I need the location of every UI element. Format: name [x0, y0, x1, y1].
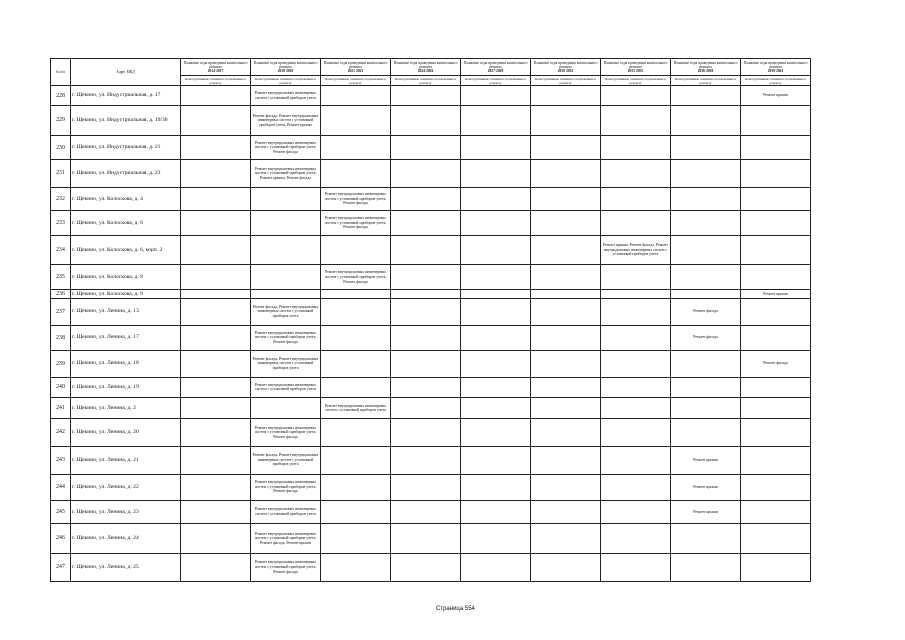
address-header: Адрес МКД	[71, 59, 181, 86]
table-row	[51, 419, 811, 446]
repair-work-cell	[321, 524, 391, 553]
repair-work-cell	[251, 265, 321, 290]
repair-work-cell	[461, 553, 531, 581]
elements-subheader: Конструктивные элементы, подлежащие к ремонту	[461, 76, 531, 86]
period-header	[181, 59, 251, 76]
repair-work-cell	[321, 446, 391, 474]
row-number: 241	[51, 397, 71, 418]
table-row	[51, 446, 811, 474]
repair-work-cell	[741, 236, 811, 265]
repair-work-cell: Ремонт крыши	[741, 290, 811, 299]
repair-work-cell: Ремонт внутридомовых инженерных систем с установкой приборов учета, Ремонт фасада	[251, 325, 321, 350]
repair-work-cell: Ремонт внутридомовых инженерных систем с установкой приборов учета, Ремонт фасада	[321, 265, 391, 290]
repair-work-cell	[671, 106, 741, 135]
row-address: г. Щекино, ул. Ленина, д. 20	[71, 419, 181, 446]
row-address: г. Щекино, ул. Ленина, д. 22	[71, 474, 181, 500]
row-number: 229	[51, 106, 71, 135]
repair-work-cell	[671, 86, 741, 106]
repair-work-cell	[741, 135, 811, 160]
repair-work-cell	[181, 500, 251, 524]
table-row	[51, 160, 811, 187]
repair-work-cell	[671, 265, 741, 290]
period-years: 2027-2029	[487, 69, 504, 74]
repair-work-cell	[461, 86, 531, 106]
row-number: 246	[51, 524, 71, 553]
period-header	[601, 59, 671, 76]
row-address: г. Щекино, ул. Ленина, д. 19	[71, 377, 181, 397]
repair-work-cell	[671, 524, 741, 553]
repair-work-cell	[391, 350, 461, 377]
repair-work-cell	[391, 474, 461, 500]
repair-work-cell	[321, 325, 391, 350]
repair-work-cell	[671, 290, 741, 299]
row-address: г. Щекино, ул. Ленина, д. 2	[71, 397, 181, 418]
period-title: Плановые годы проведения капитального ремонта	[743, 60, 808, 69]
repair-work-cell	[321, 350, 391, 377]
table-row	[51, 377, 811, 397]
repair-work-cell	[601, 106, 671, 135]
table-row	[51, 135, 811, 160]
repair-work-cell	[461, 446, 531, 474]
row-address: г. Щекино, ул. Колоскова, д. 8	[71, 265, 181, 290]
row-number: 238	[51, 325, 71, 350]
repair-work-cell	[601, 419, 671, 446]
repair-work-cell	[181, 377, 251, 397]
row-number: 245	[51, 500, 71, 524]
repair-work-cell	[741, 397, 811, 418]
repair-work-cell	[181, 265, 251, 290]
repair-work-cell	[741, 325, 811, 350]
repair-work-cell	[531, 298, 601, 325]
period-title: Плановые годы проведения капитального ремонта	[533, 60, 598, 69]
table-row	[51, 265, 811, 290]
repair-work-cell	[461, 500, 531, 524]
row-number: 232	[51, 187, 71, 211]
repair-work-cell	[181, 86, 251, 106]
repair-work-cell	[531, 419, 601, 446]
repair-work-cell: Ремонт внутридомовых инженерных систем с установкой приборов учета, Ремонт фасада	[321, 211, 391, 236]
period-header	[461, 59, 531, 76]
repair-work-cell	[461, 187, 531, 211]
repair-work-cell	[601, 298, 671, 325]
repair-work-cell	[601, 325, 671, 350]
row-number: 243	[51, 446, 71, 474]
repair-work-cell	[391, 377, 461, 397]
repair-work-cell	[531, 553, 601, 581]
table-row	[51, 397, 811, 418]
repair-work-cell	[391, 86, 461, 106]
repair-work-cell	[601, 290, 671, 299]
repair-work-cell	[391, 298, 461, 325]
table-row	[51, 86, 811, 106]
repair-work-cell	[251, 236, 321, 265]
period-years: 2033-2035	[627, 69, 644, 74]
elements-subheader: Конструктивные элементы, подлежащие к ремонту	[741, 76, 811, 86]
period-header	[671, 59, 741, 76]
repair-work-cell	[461, 474, 531, 500]
repair-work-cell	[741, 553, 811, 581]
row-address: г. Щекино, ул. Колоскова, д. 4	[71, 187, 181, 211]
repair-work-cell	[741, 474, 811, 500]
row-address: г. Щекино, ул. Ленина, д. 25	[71, 553, 181, 581]
period-years: 2014-2017	[207, 69, 224, 74]
repair-work-cell	[531, 265, 601, 290]
period-header	[251, 59, 321, 76]
repair-work-cell	[531, 474, 601, 500]
row-address: г. Щекино, ул. Индустриальная, д. 23	[71, 160, 181, 187]
repair-work-cell	[671, 236, 741, 265]
repair-work-cell	[391, 106, 461, 135]
repair-work-cell	[601, 265, 671, 290]
repair-work-cell	[321, 298, 391, 325]
elements-subheader: Конструктивные элементы, подлежащие к ремонту	[391, 76, 461, 86]
repair-work-cell	[461, 350, 531, 377]
table-row	[51, 474, 811, 500]
repair-work-cell	[461, 160, 531, 187]
repair-work-cell	[181, 187, 251, 211]
repair-work-cell: Ремонт фасада, Ремонт внутридомовых инженерных систем с установкой приборов учета	[251, 350, 321, 377]
period-header	[391, 59, 461, 76]
repair-work-cell	[741, 160, 811, 187]
repair-work-cell: Ремонт внутридомовых инженерных систем с установкой приборов учета	[251, 500, 321, 524]
period-years: 2036-2038	[697, 69, 714, 74]
row-address: г. Щекино, ул. Ленина, д. 17	[71, 325, 181, 350]
repair-work-cell	[531, 160, 601, 187]
repair-work-cell	[391, 211, 461, 236]
period-years: 2021-2023	[347, 69, 364, 74]
repair-work-cell	[601, 524, 671, 553]
repair-work-cell	[601, 135, 671, 160]
repair-work-cell	[601, 500, 671, 524]
repair-work-cell: Ремонт фасада	[741, 350, 811, 377]
repair-work-cell	[251, 211, 321, 236]
repair-work-cell	[531, 500, 601, 524]
repair-work-cell	[741, 106, 811, 135]
period-title: Плановые годы проведения капитального ремонта	[393, 60, 458, 69]
header-row	[51, 59, 811, 76]
repair-work-cell	[321, 86, 391, 106]
row-number: 235	[51, 265, 71, 290]
row-number: 242	[51, 419, 71, 446]
repair-work-cell	[671, 160, 741, 187]
repair-work-cell	[321, 160, 391, 187]
repair-work-cell	[671, 377, 741, 397]
repair-work-cell	[531, 397, 601, 418]
repair-work-cell	[741, 265, 811, 290]
repair-work-cell	[741, 187, 811, 211]
repair-work-cell	[531, 377, 601, 397]
row-address: г. Щекино, ул. Индустриальная, д. 17	[71, 86, 181, 106]
elements-subheader: Конструктивные элементы, подлежащие к ремонту	[531, 76, 601, 86]
table-row	[51, 553, 811, 581]
row-number: 247	[51, 553, 71, 581]
row-address: г. Щекино, ул. Ленина, д. 21	[71, 446, 181, 474]
elements-subheader: Конструктивные элементы, подлежащие к ремонту	[251, 76, 321, 86]
row-number: 239	[51, 350, 71, 377]
repair-work-cell	[601, 397, 671, 418]
repair-work-cell	[181, 325, 251, 350]
repair-work-cell	[671, 350, 741, 377]
repair-work-cell	[461, 106, 531, 135]
period-title: Плановые годы проведения капитального ремонта	[253, 60, 318, 69]
row-address: г. Щекино, ул. Ленина, д. 18	[71, 350, 181, 377]
repair-work-cell	[531, 86, 601, 106]
page-number: Страница 554	[436, 606, 475, 612]
repair-work-cell	[741, 298, 811, 325]
repair-work-cell	[251, 397, 321, 418]
repair-work-cell	[461, 236, 531, 265]
row-address: г. Щекино, ул. Индустриальная, д. 19/30	[71, 106, 181, 135]
period-title: Плановые годы проведения капитального ремонта	[603, 60, 668, 69]
repair-work-cell	[601, 187, 671, 211]
repair-work-cell	[461, 377, 531, 397]
elements-subheader: Конструктивные элементы, подлежащие к ремонту	[671, 76, 741, 86]
row-address: г. Щекино, ул. Колоскова, д. 6, корп. 2	[71, 236, 181, 265]
table-row	[51, 298, 811, 325]
row-number: 236	[51, 290, 71, 299]
elements-subheader: Конструктивные элементы, подлежащие к ремонту	[181, 76, 251, 86]
repair-work-cell	[391, 500, 461, 524]
repair-work-cell	[461, 325, 531, 350]
repair-work-cell	[601, 474, 671, 500]
repair-work-cell	[391, 290, 461, 299]
repair-work-cell: Ремонт внутридомовых инженерных систем с установкой приборов учета	[251, 377, 321, 397]
repair-work-cell	[321, 500, 391, 524]
repair-work-cell	[741, 211, 811, 236]
repair-work-cell	[461, 524, 531, 553]
repair-work-cell	[601, 377, 671, 397]
repair-work-cell	[181, 290, 251, 299]
repair-work-cell	[321, 553, 391, 581]
repair-work-cell: Ремонт крыши, Ремонт фасада, Ремонт внутридомовых инженерных систем с установкой приборов учета	[601, 236, 671, 265]
repair-work-cell	[181, 419, 251, 446]
period-title: Плановые годы проведения капитального ремонта	[673, 60, 738, 69]
repair-work-cell	[531, 187, 601, 211]
repair-work-cell	[531, 135, 601, 160]
repair-work-cell	[461, 265, 531, 290]
num-header: № п/п	[51, 59, 71, 86]
repair-work-cell: Ремонт внутридомовых инженерных систем с установкой приборов учета, Ремонт крыши, Ремонт фасада	[251, 160, 321, 187]
row-number: 244	[51, 474, 71, 500]
repair-work-cell	[391, 553, 461, 581]
repair-work-cell	[391, 446, 461, 474]
repair-work-cell	[461, 298, 531, 325]
repair-work-cell	[671, 419, 741, 446]
repair-work-cell: Ремонт фасада, Ремонт внутридомовых инженерных систем с установкой приборов учета	[251, 446, 321, 474]
row-address: г. Щекино, ул. Ленина, д. 13	[71, 298, 181, 325]
repair-work-cell	[181, 298, 251, 325]
row-number: 228	[51, 86, 71, 106]
repair-work-cell: Ремонт внутридомовых инженерных систем с установкой приборов учета	[321, 397, 391, 418]
repair-work-cell	[391, 160, 461, 187]
repair-work-cell	[741, 377, 811, 397]
repair-work-cell	[181, 474, 251, 500]
row-address: г. Щекино, ул. Колоскова, д. 6	[71, 211, 181, 236]
repair-work-cell	[601, 211, 671, 236]
repair-work-cell	[181, 106, 251, 135]
repair-work-cell	[671, 187, 741, 211]
period-title: Плановые годы проведения капитального ремонта	[323, 60, 388, 69]
repair-work-cell	[531, 524, 601, 553]
repair-work-cell: Ремонт внутридомовых инженерных систем с установкой приборов учета	[251, 86, 321, 106]
repair-work-cell	[601, 86, 671, 106]
repair-work-cell	[671, 135, 741, 160]
repair-work-cell	[531, 350, 601, 377]
repair-work-cell	[181, 553, 251, 581]
repair-work-cell: Ремонт крыши	[671, 500, 741, 524]
repair-work-cell	[671, 211, 741, 236]
row-number: 231	[51, 160, 71, 187]
period-title: Плановые годы проведения капитального ремонта	[183, 60, 248, 69]
repair-work-cell	[181, 446, 251, 474]
repair-work-cell	[181, 160, 251, 187]
repair-work-cell	[181, 211, 251, 236]
table-row	[51, 106, 811, 135]
repair-work-cell: Ремонт фасада	[671, 298, 741, 325]
repair-work-cell	[321, 236, 391, 265]
table-row	[51, 325, 811, 350]
repair-work-cell	[601, 553, 671, 581]
repair-work-cell	[181, 135, 251, 160]
table-row	[51, 524, 811, 553]
repair-work-cell	[181, 397, 251, 418]
table-row	[51, 350, 811, 377]
table-row	[51, 236, 811, 265]
repair-work-cell	[321, 106, 391, 135]
repair-work-cell: Ремонт крыши	[671, 474, 741, 500]
repair-work-cell: Ремонт внутридомовых инженерных систем с установкой приборов учета, Ремонт фасада	[251, 135, 321, 160]
repair-work-cell	[601, 160, 671, 187]
elements-subheader: Конструктивные элементы, подлежащие к ремонту	[321, 76, 391, 86]
row-number: 240	[51, 377, 71, 397]
elements-subheader: Конструктивные элементы, подлежащие к ремонту	[601, 76, 671, 86]
row-number: 230	[51, 135, 71, 160]
repair-work-cell: Ремонт крыши	[741, 86, 811, 106]
repair-work-cell	[461, 419, 531, 446]
table-row	[51, 500, 811, 524]
repair-work-cell	[461, 397, 531, 418]
repair-work-cell: Ремонт внутридомовых инженерных систем с установкой приборов учета, Ремонт фасада	[251, 553, 321, 581]
repair-work-cell	[531, 446, 601, 474]
table-body	[51, 86, 811, 582]
repair-work-cell	[461, 290, 531, 299]
repair-work-cell	[391, 236, 461, 265]
repair-work-cell	[531, 290, 601, 299]
period-header	[321, 59, 391, 76]
repair-schedule-table	[50, 58, 811, 582]
repair-work-cell: Ремонт фасада	[671, 325, 741, 350]
period-years: 2039-2041	[767, 69, 784, 74]
row-address: г. Щекино, ул. Ленина, д. 24	[71, 524, 181, 553]
repair-work-cell	[181, 236, 251, 265]
table-row	[51, 290, 811, 299]
row-address: г. Щекино, ул. Ленина, д. 23	[71, 500, 181, 524]
repair-work-cell	[391, 325, 461, 350]
repair-work-cell	[391, 397, 461, 418]
repair-work-cell: Ремонт фасада, Ремонт внутридомовых инженерных систем с установкой приборов учета, Ремонт крыши	[251, 106, 321, 135]
table-row	[51, 187, 811, 211]
period-years: 2024-2026	[417, 69, 434, 74]
row-number: 233	[51, 211, 71, 236]
period-title: Плановые годы проведения капитального ремонта	[463, 60, 528, 69]
repair-work-cell	[321, 377, 391, 397]
repair-work-cell: Ремонт внутридомовых инженерных систем с установкой приборов учета, Ремонт фасада	[321, 187, 391, 211]
repair-work-cell	[461, 135, 531, 160]
repair-work-cell	[181, 524, 251, 553]
repair-work-cell: Ремонт крыши	[671, 446, 741, 474]
repair-work-cell	[391, 524, 461, 553]
repair-work-cell	[601, 446, 671, 474]
repair-work-cell	[461, 211, 531, 236]
repair-work-cell	[741, 446, 811, 474]
repair-work-cell	[181, 350, 251, 377]
repair-work-cell	[321, 135, 391, 160]
repair-work-cell	[601, 350, 671, 377]
repair-work-cell	[671, 553, 741, 581]
repair-work-cell	[321, 474, 391, 500]
repair-work-cell	[251, 290, 321, 299]
row-number: 237	[51, 298, 71, 325]
period-years: 2030-2032	[557, 69, 574, 74]
repair-work-cell	[321, 419, 391, 446]
repair-work-cell	[531, 325, 601, 350]
row-address: г. Щекино, ул. Индустриальная, д. 21	[71, 135, 181, 160]
repair-work-cell	[391, 187, 461, 211]
repair-work-cell	[531, 211, 601, 236]
repair-work-cell: Ремонт внутридомовых инженерных систем с установкой приборов учета, Ремонт фасада, Ремонт крыши	[251, 524, 321, 553]
repair-work-cell	[391, 419, 461, 446]
repair-work-cell	[531, 236, 601, 265]
period-header	[741, 59, 811, 76]
repair-work-cell: Ремонт внутридомовых инженерных систем с установкой приборов учета, Ремонт фасада	[251, 474, 321, 500]
row-address: г. Щекино, ул. Колоскова, д. 9	[71, 290, 181, 299]
repair-work-cell	[741, 524, 811, 553]
repair-work-cell	[531, 106, 601, 135]
repair-work-cell: Ремонт фасада, Ремонт внутридомовых инженерных систем с установкой приборов учета	[251, 298, 321, 325]
repair-work-cell	[251, 187, 321, 211]
repair-work-cell	[391, 265, 461, 290]
repair-work-cell	[741, 419, 811, 446]
repair-work-cell	[391, 135, 461, 160]
repair-work-cell	[671, 397, 741, 418]
repair-work-cell	[741, 500, 811, 524]
repair-work-cell	[321, 290, 391, 299]
period-years: 2018-2020	[277, 69, 294, 74]
row-number: 234	[51, 236, 71, 265]
table-row	[51, 211, 811, 236]
period-header	[531, 59, 601, 76]
repair-work-cell: Ремонт внутридомовых инженерных систем с установкой приборов учета, Ремонт фасада	[251, 419, 321, 446]
